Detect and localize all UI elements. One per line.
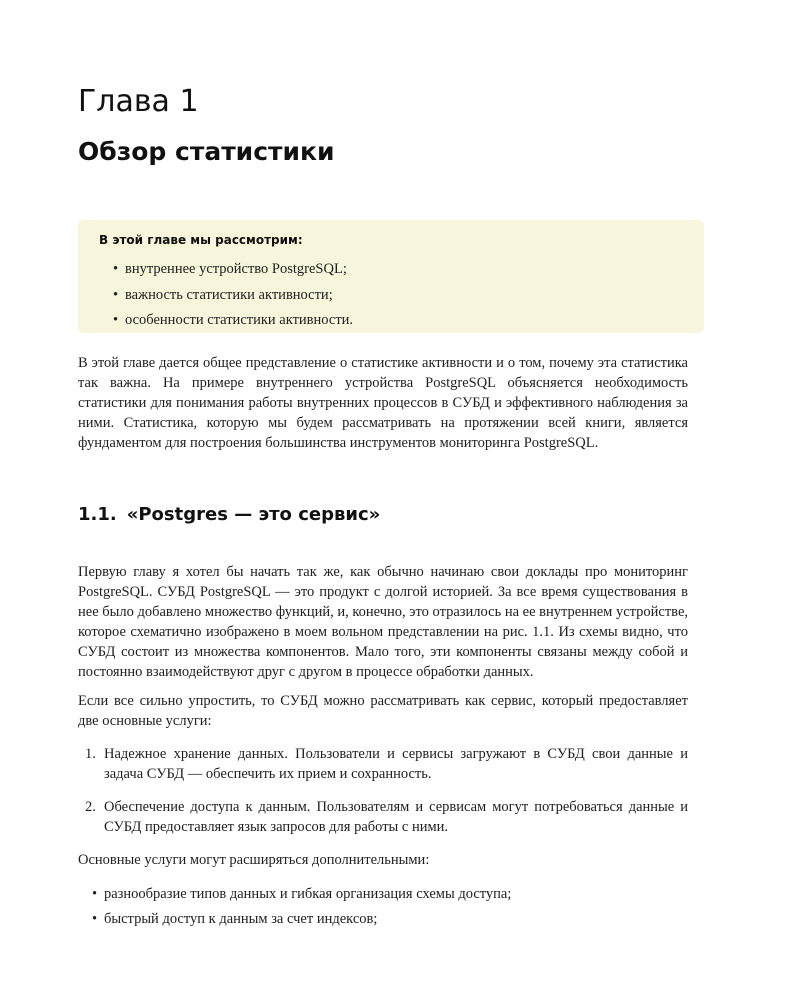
summary-item — [99, 257, 684, 283]
bullet-list — [78, 882, 688, 932]
body-paragraph: Основные услуги могут расширяться дополнительными: — [78, 852, 430, 868]
numbered-item-text: Обеспечение доступа к данным. Пользователям и сервисам могут потребоваться данные и СУБД предоставляет язык запросов для работы с ними. — [104, 799, 688, 835]
section-number: 1.1. — [78, 504, 117, 525]
bullet-item — [78, 882, 688, 907]
chapter-number: Глава 1 — [78, 84, 199, 119]
list-marker: 2. — [85, 799, 96, 815]
chapter-title: Обзор статистики — [78, 137, 335, 166]
bullet-item-text: разнообразие типов данных и гибкая организация схемы доступа; — [104, 886, 512, 902]
summary-item-text: внутреннее устройство PostgreSQL; — [125, 261, 347, 277]
bullet-icon: • — [113, 261, 119, 277]
summary-item — [99, 283, 684, 309]
numbered-list — [78, 744, 688, 784]
body-paragraph: Первую главу я хотел бы начать так же, как обычно начинаю свои доклады про мониторинг PostgreSQL. СУБД PostgreSQL — это продукт с долгой историей. За все время существования в нее было добавлено множество функций, и, конечно, это отразилось на ее внутреннем устройстве, которое схематично изображено в моем вольном представлении на рис. 1.1. Из схемы видно, что СУБД состоит из множества компонентов. Мало того, эти компоненты связаны между собой и постоянно взаимодействуют друг с другом в процессе обработки данных. — [78, 564, 688, 680]
summary-item-text: важность статистики активности; — [125, 286, 333, 303]
body-paragraph: Если все сильно упростить, то СУБД можно рассматривать как сервис, который предоставляет две основные услуги: — [78, 693, 688, 729]
list-marker: 1. — [85, 746, 96, 762]
bullet-item — [78, 907, 688, 932]
bullet-item-text: быстрый доступ к данным за счет индексов; — [104, 911, 378, 927]
numbered-list — [78, 797, 688, 837]
intro-paragraph: В этой главе дается общее представление о статистике активности и о том, почему эта статистика так важна. На примере внутреннего устройства PostgreSQL объясняется необходимость статистики для понимания работы внутренних процессов в СУБД и эффективного наблюдения за ними. Статистика, которую мы будем рассматривать на протяжении всей книги, является фундаментом для построения большинства инструментов мониторинга PostgreSQL. — [78, 355, 688, 451]
summary-item-text: особенности статистики активности. — [125, 312, 354, 328]
chapter-summary-box — [78, 220, 704, 333]
summary-list — [99, 257, 684, 334]
numbered-item-text: Надежное хранение данных. Пользователи и сервисы загружают в СУБД свои данные и задача СУБД — обеспечить их прием и сохранность. — [104, 746, 688, 782]
summary-heading: В этой главе мы рассмотрим: — [99, 233, 303, 247]
summary-item — [99, 308, 684, 334]
numbered-item — [78, 744, 688, 784]
numbered-item — [78, 797, 688, 837]
bullet-icon: • — [113, 312, 119, 328]
section-title: «Postgres — это сервис» — [126, 504, 381, 525]
bullet-icon: • — [113, 286, 119, 303]
section-heading — [78, 504, 380, 525]
bullet-icon: • — [92, 911, 98, 927]
bullet-icon: • — [92, 886, 98, 902]
